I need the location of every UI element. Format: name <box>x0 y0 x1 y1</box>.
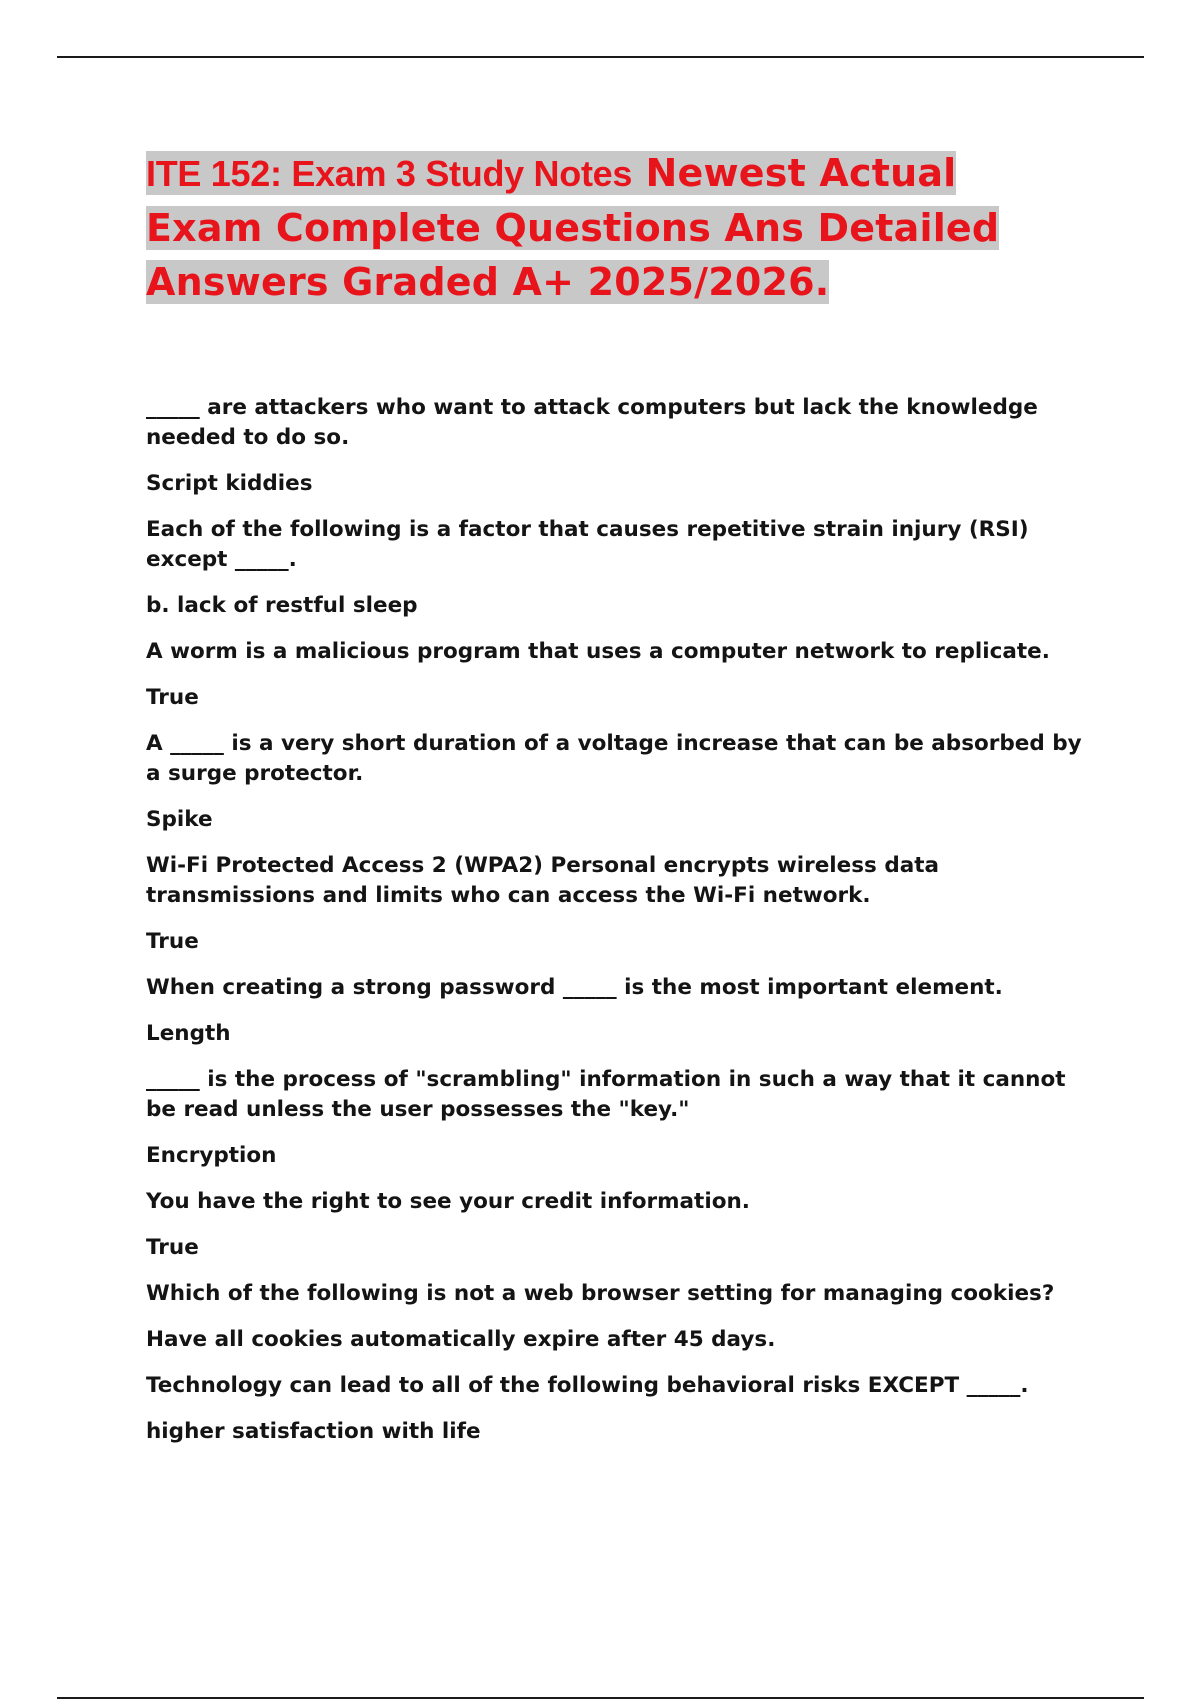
title-course: ITE 152: Exam 3 Study Notes <box>146 153 633 194</box>
answer-text: Length <box>146 1021 231 1046</box>
question-text: Wi-Fi Protected Access 2 (WPA2) Personal encrypts wireless data transmissions and limits who can access the Wi-Fi network. <box>146 853 940 908</box>
question-text: _____ are attackers who want to attack computers but lack the knowledge needed to do so. <box>146 395 1038 450</box>
qa-item <box>146 729 1096 835</box>
answer-text: b. lack of restful sleep <box>146 593 418 618</box>
question-text: Which of the following is not a web browser setting for managing cookies? <box>146 1281 1055 1306</box>
answer-text: True <box>146 929 199 954</box>
question-text: A worm is a malicious program that uses a computer network to replicate. <box>146 639 1050 664</box>
qa-item <box>146 851 1096 957</box>
answer-text: Spike <box>146 807 213 832</box>
question-text: A _____ is a very short duration of a voltage increase that can be absorbed by a surge protector. <box>146 731 1082 786</box>
document-title <box>146 146 1076 309</box>
question-text: Each of the following is a factor that causes repetitive strain injury (RSI) except _____. <box>146 517 1029 572</box>
qa-list <box>146 393 1096 1463</box>
answer-text: True <box>146 1235 199 1260</box>
question-text: Technology can lead to all of the following behavioral risks EXCEPT _____. <box>146 1373 1029 1398</box>
qa-item <box>146 1065 1096 1171</box>
answer-text: Encryption <box>146 1143 277 1168</box>
qa-item <box>146 1187 1096 1263</box>
answer-text: Script kiddies <box>146 471 313 496</box>
header-rule <box>57 56 1144 58</box>
qa-item <box>146 515 1096 621</box>
answer-text: Have all cookies automatically expire after 45 days. <box>146 1327 776 1352</box>
footer-rule <box>57 1697 1144 1699</box>
qa-item <box>146 637 1096 713</box>
title-rest: Newest Actual Exam Complete Questions Ans Detailed Answers Graded A+ 2025/2026. <box>146 151 1000 304</box>
qa-item <box>146 393 1096 499</box>
qa-item <box>146 1279 1096 1355</box>
answer-text: True <box>146 685 199 710</box>
qa-item <box>146 1371 1096 1447</box>
qa-item <box>146 973 1096 1049</box>
answer-text: higher satisfaction with life <box>146 1419 481 1444</box>
question-text: _____ is the process of "scrambling" information in such a way that it cannot be read unless the user possesses the "key." <box>146 1067 1066 1122</box>
question-text: When creating a strong password _____ is the most important element. <box>146 975 1003 1000</box>
question-text: You have the right to see your credit information. <box>146 1189 750 1214</box>
